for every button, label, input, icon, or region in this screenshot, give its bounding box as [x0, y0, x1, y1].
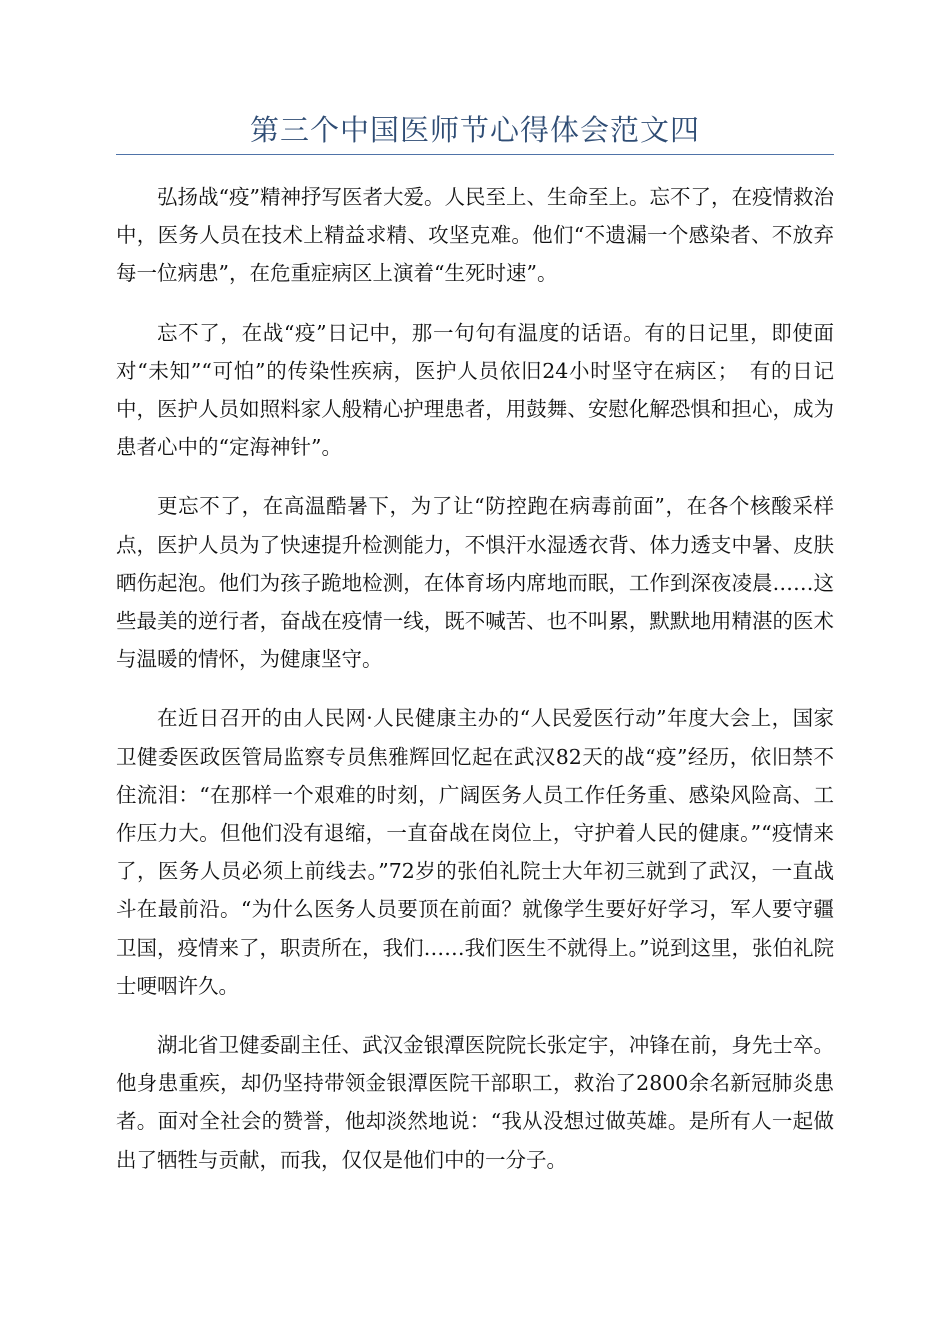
- paragraph-3: 更忘不了，在高温酷暑下，为了让“防控跑在病毒前面”，在各个核酸采样点，医护人员为了快速提升检测能力，不惧汗水湿透衣背、体力透支中暑、皮肤晒伤起泡。他们为孩子跪地检测，在体育场内席地而眠，工作到深夜凌晨……这些最美的逆行者，奋战在疫情一线，既不喊苦、也不叫累，默默地用精湛的医术与温暖的情怀，为健康坚守。: [116, 494, 834, 672]
- paragraph-2: 忘不了，在战“疫”日记中，那一句句有温度的话语。有的日记里，即使面对“未知”“可怕”的传染性疾病，医护人员依旧24小时坚守在病区； 有的日记中，医护人员如照料家人般精心护理患者，用鼓舞、安慰化解恐惧和担心，成为患者心中的“定海神针”。: [116, 320, 834, 460]
- paragraph-1: 弘扬战“疫”精神抒写医者大爱。人民至上、生命至上。忘不了，在疫情救治中，医务人员在技术上精益求精、攻坚克难。他们“不遗漏一个感染者、不放弃每一位病患”，在危重症病区上演着“生死时速”。: [116, 185, 834, 286]
- document-title: 第三个中国医师节心得体会范文四: [249, 113, 700, 147]
- paragraph-4: 在近日召开的由人民网·人民健康主办的“人民爱医行动”年度大会上，国家卫健委医政医管局监察专员焦雅辉回忆起在武汉82天的战“疫”经历，依旧禁不住流泪：“在那样一个艰难的时刻，广阔医务人员工作任务重、感染风险高、工作压力大。但他们没有退缩，一直奋战在岗位上，守护着人民的健康。”“疫情来了，医务人员必须上前线去。”72岁的张伯礼院士大年初三就到了武汉，一直战斗在最前沿。“为什么医务人员要顶在前面？就像学生要好好学习，军人要守疆卫国，疫情来了，职责所在，我们……我们医生不就得上。”说到这里，张伯礼院士哽咽许久。: [116, 706, 834, 998]
- paragraph-5: 湖北省卫健委副主任、武汉金银潭医院院长张定宇，冲锋在前，身先士卒。他身患重疾，却仍坚持带领金银潭医院干部职工，救治了2800余名新冠肺炎患者。面对全社会的赞誉，他却淡然地说：“我从没想过做英雄。是所有人一起做出了牺牲与贡献，而我，仅仅是他们中的一分子。: [116, 1033, 834, 1172]
- document-body: [116, 178, 834, 1200]
- title-underline: [116, 154, 834, 155]
